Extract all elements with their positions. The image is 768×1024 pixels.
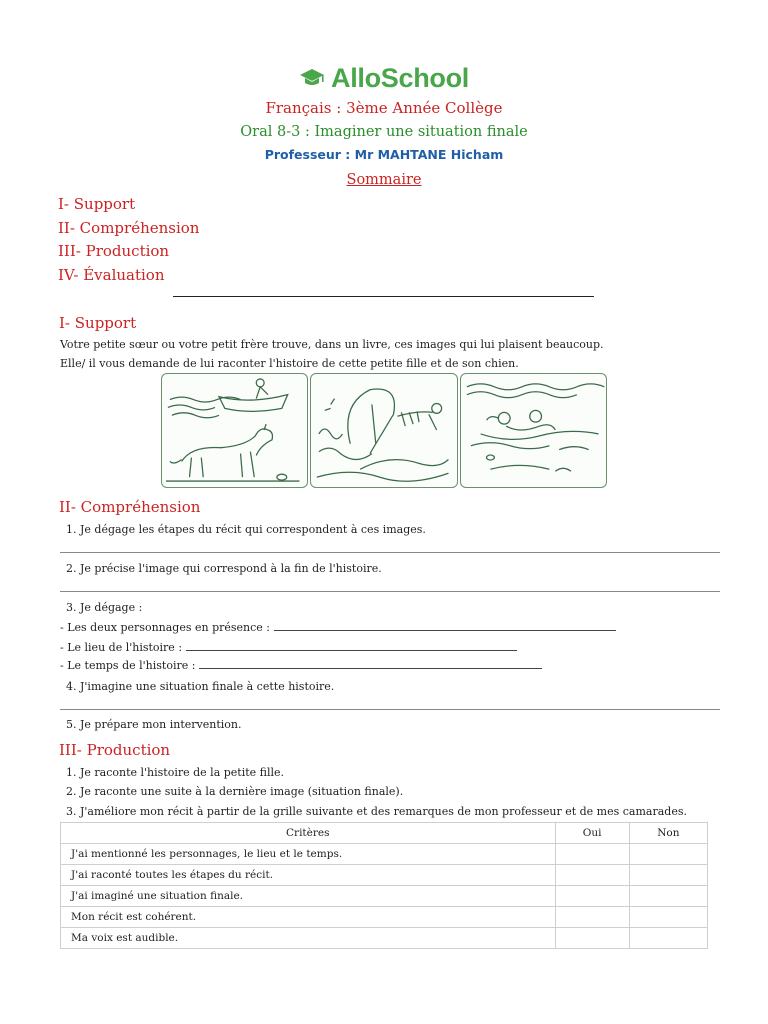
support-line-2: Elle/ il vous demande de lui raconter l'histoire de cette petite fille et de son chien. <box>60 357 519 370</box>
story-image-girl-falling <box>310 373 457 488</box>
grid-no-cell[interactable] <box>629 928 707 949</box>
grid-criterion: J'ai mentionné les personnages, le lieu et le temps. <box>61 844 556 865</box>
divider <box>173 296 594 297</box>
evaluation-grid <box>60 822 708 949</box>
toc-item-comprehension[interactable]: II- Compréhension <box>58 219 200 237</box>
table-row <box>61 844 708 865</box>
grid-yes-cell[interactable] <box>555 844 629 865</box>
field-characters-label: - Les deux personnages en présence : <box>60 621 271 634</box>
alloschool-logo <box>0 60 768 96</box>
grid-no-cell[interactable] <box>629 865 707 886</box>
grid-criterion: Mon récit est cohérent. <box>61 907 556 928</box>
grid-yes-cell[interactable] <box>555 907 629 928</box>
field-time <box>60 659 542 672</box>
question-5: 5. Je prépare mon intervention. <box>66 718 242 731</box>
grid-header-row <box>61 823 708 844</box>
production-item-1: 1. Je raconte l'histoire de la petite fille. <box>66 766 285 779</box>
answer-line-4[interactable] <box>60 709 720 710</box>
field-place-input[interactable] <box>186 641 517 651</box>
question-3: 3. Je dégage : <box>66 601 143 614</box>
grid-yes-cell[interactable] <box>555 865 629 886</box>
grid-header-yes: Oui <box>555 823 629 844</box>
question-2: 2. Je précise l'image qui correspond à la fin de l'histoire. <box>66 562 382 575</box>
toc-item-production[interactable]: III- Production <box>58 242 170 260</box>
field-place <box>60 641 517 654</box>
field-time-input[interactable] <box>199 659 542 669</box>
grid-criterion: Ma voix est audible. <box>61 928 556 949</box>
field-time-label: - Le temps de l'histoire : <box>60 659 196 672</box>
grid-no-cell[interactable] <box>629 907 707 928</box>
field-place-label: - Le lieu de l'histoire : <box>60 641 183 654</box>
table-row <box>61 865 708 886</box>
grid-criterion: J'ai raconté toutes les étapes du récit. <box>61 865 556 886</box>
question-1: 1. Je dégage les étapes du récit qui correspondent à ces images. <box>66 523 426 536</box>
section-support-title: I- Support <box>59 314 137 332</box>
lesson-title: Oral 8-3 : Imaginer une situation finale <box>240 124 528 140</box>
support-line-1: Votre petite sœur ou votre petit frère trouve, dans un livre, ces images qui lui plaisent beaucoup. <box>60 338 604 351</box>
graduation-cap-icon <box>299 68 325 88</box>
grid-no-cell[interactable] <box>629 886 707 907</box>
field-characters <box>60 621 616 634</box>
story-image-girl-swimming-dog <box>460 373 607 488</box>
grid-yes-cell[interactable] <box>555 886 629 907</box>
toc-item-support[interactable]: I- Support <box>58 195 136 213</box>
grid-yes-cell[interactable] <box>555 928 629 949</box>
section-production-title: III- Production <box>59 741 171 759</box>
story-images <box>161 373 607 488</box>
grid-no-cell[interactable] <box>629 844 707 865</box>
toc-item-evaluation[interactable]: IV- Évaluation <box>58 266 165 284</box>
summary-title: Sommaire <box>346 172 422 188</box>
table-row <box>61 928 708 949</box>
teacher-name: Professeur : Mr MAHTANE Hicham <box>264 147 504 162</box>
section-comprehension-title: II- Compréhension <box>59 498 201 516</box>
grid-header-no: Non <box>629 823 707 844</box>
subject-title: Français : 3ème Année Collège <box>265 99 503 117</box>
answer-line-1[interactable] <box>60 552 720 553</box>
grid-header-criteria: Critères <box>61 823 556 844</box>
table-row <box>61 886 708 907</box>
brand-name: AlloSchool <box>331 62 469 93</box>
production-item-2: 2. Je raconte une suite à la dernière image (situation finale). <box>66 785 404 798</box>
field-characters-input[interactable] <box>274 621 616 631</box>
table-row <box>61 907 708 928</box>
production-item-3: 3. J'améliore mon récit à partir de la grille suivante et des remarques de mon professeur et de mes camarades. <box>66 805 687 818</box>
story-image-boat-dog <box>161 373 308 488</box>
answer-line-2[interactable] <box>60 591 720 592</box>
grid-criterion: J'ai imaginé une situation finale. <box>61 886 556 907</box>
question-4: 4. J'imagine une situation finale à cette histoire. <box>66 680 335 693</box>
